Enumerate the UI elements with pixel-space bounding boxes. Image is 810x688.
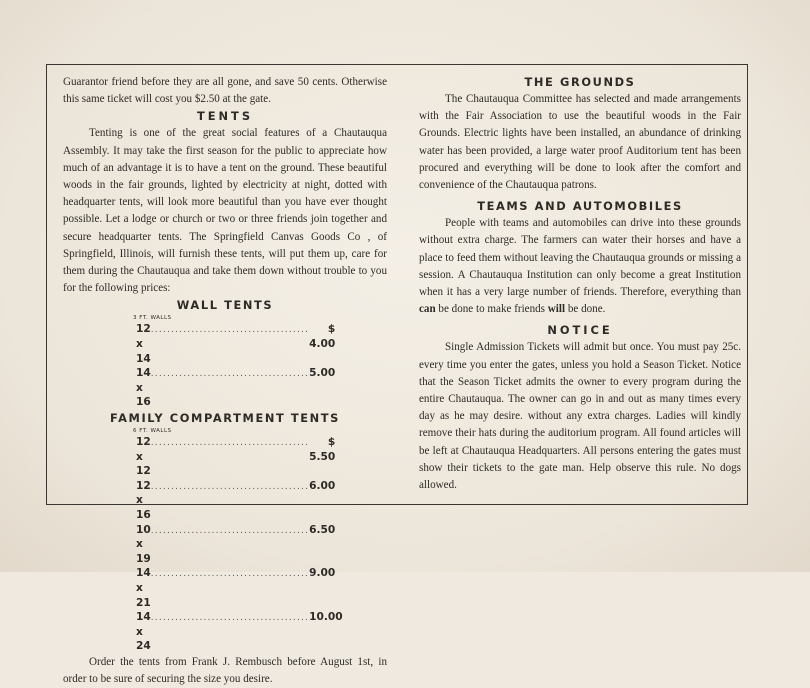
tent-price: 9.00 <box>309 567 336 580</box>
grounds-paragraph: The Chautauqua Committee has selected and made arrangements with the Fair Association to use the beautiful woods in the Fair Grounds. Electric lights have been installed, an abundance of drinking water has been provided, a large water proof Auditorium tent has been procured and everything will be done to look after the comfort and convenience of the Chautauqua patrons. <box>419 93 741 192</box>
left-column <box>63 74 387 688</box>
tent-size: 12 x 12 <box>136 436 151 478</box>
leader-dots: ....................................... <box>150 525 310 536</box>
tents-paragraph: Tenting is one of the great social features of a Chautauqua Assembly. It may take the first season for the public to appreciate how much of an advantage it is to have a tent on the ground. These beautiful woods in the fair grounds, lighted by electricity at night, dotted with headquarter tents, will look more beautiful than you have ever thought possible. Let a lodge or church or two or three friends join together and secure headquarter tents. The Springfield Canvas Goods Co , of Springfield, Illinois, will furnish these tents, will put them up, care for them during the Chautauqua and take them down without trouble to you for the following prices: <box>63 127 387 295</box>
wall-tents-heading: WALL TENTS <box>176 298 274 313</box>
price-row <box>136 322 336 366</box>
notice-heading: NOTICE <box>547 323 613 338</box>
tent-size: 14 x 24 <box>136 611 151 653</box>
teams-text-part: be done. <box>565 303 606 316</box>
tent-size: 12 x 16 <box>136 479 151 521</box>
leader-dots: ....................................... <box>150 569 310 580</box>
price-row <box>136 366 336 410</box>
tent-price: 10.00 <box>309 611 343 624</box>
leader-dots: ....................................... <box>150 613 310 624</box>
grounds-heading: THE GROUNDS <box>524 75 636 89</box>
teams-text-part: be done to make friends <box>435 303 548 316</box>
leader-dots: ....................................... <box>150 481 310 492</box>
teams-bold-word: can <box>419 303 436 316</box>
family-tents-heading: FAMILY COMPARTMENT TENTS <box>110 411 340 425</box>
intro-paragraph: Guarantor friend before they are all gone, and save 50 cents. Otherwise this same ticket will cost you $2.50 at the gate. <box>63 76 387 106</box>
price-row <box>136 610 343 654</box>
tent-size: 14 x 16 <box>136 367 151 409</box>
leader-dots: ....................................... <box>150 438 310 448</box>
order-paragraph: Order the tents from Frank J. Rembusch before August 1st, in order to be sure of securing the size you desire. <box>63 655 387 686</box>
teams-text-part: People with teams and automobiles can drive into these grounds without extra charge. The farmers can water their horses and have a place to feed them without leaving the Chautauqua grounds or missing a session. A Chautauqua Institution can only become a great Institution when it has a very large number of friends. Therefore, everything than <box>419 217 741 299</box>
notice-paragraph: Single Admission Tickets will admit but once. You must pay 25c. every time you enter the gates, unless you hold a Season Ticket. Notice that the Season Ticket admits the owner to every program during the entire Chautauqua. The owner can go in and out as many times every day as he may desire. without any extra charges. Ladies will kindly remove their hats during the auditorium program. All found articles will be left at Chautauqua Headquarters. All persons entering the gates must show their tickets to the gate man. Help observe this rule. No dogs allowed. <box>419 341 741 492</box>
tent-price: 6.00 <box>309 479 336 492</box>
leader-dots: ....................................... <box>150 369 310 380</box>
tent-price: $ 5.50 <box>309 436 336 463</box>
tent-price: 5.00 <box>309 367 336 380</box>
price-row <box>136 523 336 567</box>
teams-bold-word: will <box>547 303 566 316</box>
price-row <box>136 479 336 523</box>
tent-size: 12 x 14 <box>136 323 151 365</box>
teams-paragraph <box>419 215 741 318</box>
tent-size: 10 x 19 <box>136 523 151 565</box>
tent-price: $ 4.00 <box>309 323 336 351</box>
family-tents-walls-note: 6 FT. WALLS <box>133 428 172 434</box>
right-column <box>419 74 741 494</box>
wall-tents-walls-note: 3 FT. WALLS <box>133 315 172 322</box>
tents-heading: TENTS <box>196 109 254 124</box>
price-row <box>136 566 336 610</box>
tent-price: 6.50 <box>309 523 336 536</box>
price-row <box>136 435 336 479</box>
teams-heading: TEAMS AND AUTOMOBILES <box>477 199 683 214</box>
tent-size: 14 x 21 <box>136 567 151 609</box>
leader-dots: ....................................... <box>150 325 310 336</box>
